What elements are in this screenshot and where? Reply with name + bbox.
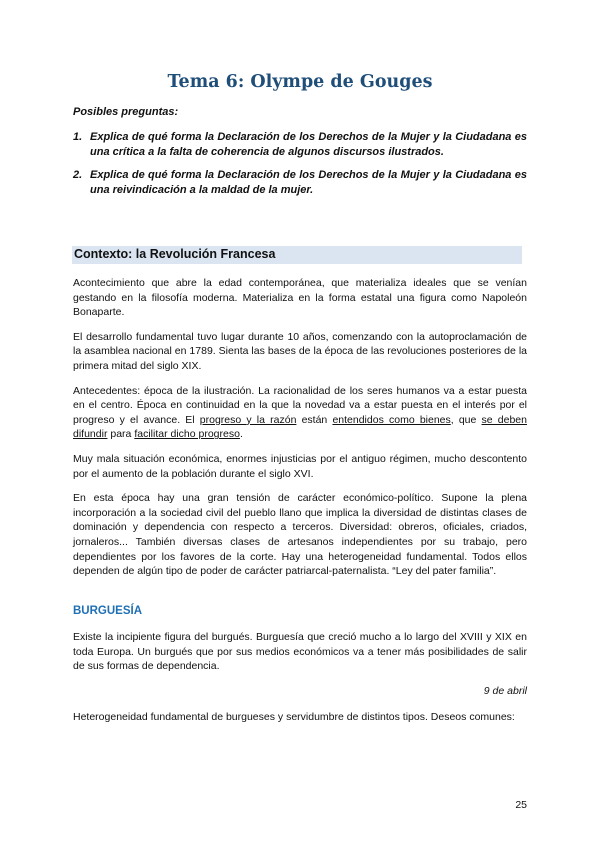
text-run: . [239, 428, 243, 441]
underlined-phrase: se deben difundir [73, 413, 527, 441]
questions-heading: Posibles preguntas: [73, 106, 179, 118]
page-number: 25 [515, 799, 527, 811]
question-number: 2. [73, 169, 83, 181]
paragraph: En esta época hay una gran tensión de carácter económico-político. Supone la plena incorporación a la sociedad civil del pueblo llano que implica la diversidad de distintas clases de dominación y dependencia con respecto a terceros. Diversidad: obreros, oficiales, criados, jornaleros... También diversas clases de artesanos independientes por su trabajo, pero dependientes por los favores de la corte. Hay una heterogeneidad fundamental. Todos ellos dependen de algún tipo de poder de carácter patriarcal-paternalista. “Ley del pater familia”. [73, 492, 527, 578]
question-number: 1. [73, 131, 83, 143]
text-run: Antecedentes: época de la ilustración. La racionalidad de los seres humanos va a estar puesta en el centro. Época en continuidad en la que la novedad va a estar puesta en el interés por el progreso y el avance. El [73, 384, 527, 426]
underlined-phrase: entendidos como bienes [332, 413, 451, 426]
text-run: están [296, 413, 333, 426]
date-note: 9 de abril [483, 685, 527, 697]
paragraph: Muy mala situación económica, enormes injusticias por el antiguo régimen, mucho descontento por el aumento de la población durante el siglo XVI. [73, 452, 527, 480]
underlined-phrase: facilitar dicho progreso [134, 428, 240, 441]
body-text-context [73, 276, 527, 589]
paragraph: Heterogeneidad fundamental de burgueses y servidumbre de distintos tipos. Deseos comunes: [73, 711, 515, 723]
paragraph [73, 384, 527, 442]
body-text-burguesia [73, 630, 527, 684]
paragraph: El desarrollo fundamental tuvo lugar durante 10 años, comenzando con la autoproclamación de la asamblea nacional en 1789. Sienta las bases de la época de las revoluciones posteriores de la primera mitad del siglo XIX. [73, 330, 527, 372]
questions-list [73, 130, 527, 206]
paragraph: Acontecimiento que abre la edad contemporánea, que materializa ideales que se venían gestando en la filosofía moderna. Materializa en la forma estatal una figura como Napoleón Bonaparte. [73, 277, 527, 319]
subsection-heading: BURGUESÍA [73, 605, 143, 617]
question-text: Explica de qué forma la Declaración de los Derechos de la Mujer y la Ciudadana es una crítica a la falta de coherencia de algunos discursos ilustrados. [90, 131, 527, 158]
question-text: Explica de qué forma la Declaración de los Derechos de la Mujer y la Ciudadana es una reivindicación a la maldad de la mujer. [90, 169, 527, 196]
text-run: , que [450, 413, 482, 426]
paragraph: Existe la incipiente figura del burgués. Burguesía que creció mucho a lo largo del XVIII y XIX en toda Europa. Un burgués que por sus medios económicos va a tener más posibilidades de salir de sus formas de dependencia. [73, 631, 527, 673]
question-item [73, 168, 527, 197]
question-item [73, 130, 527, 159]
text-run: para [107, 428, 135, 441]
section-title: Contexto: la Revolución Francesa [74, 247, 276, 261]
underlined-phrase: progreso y la razón [199, 413, 297, 426]
body-text-closing [73, 710, 527, 735]
page-title: Tema 6: Olympe de Gouges [167, 72, 433, 92]
